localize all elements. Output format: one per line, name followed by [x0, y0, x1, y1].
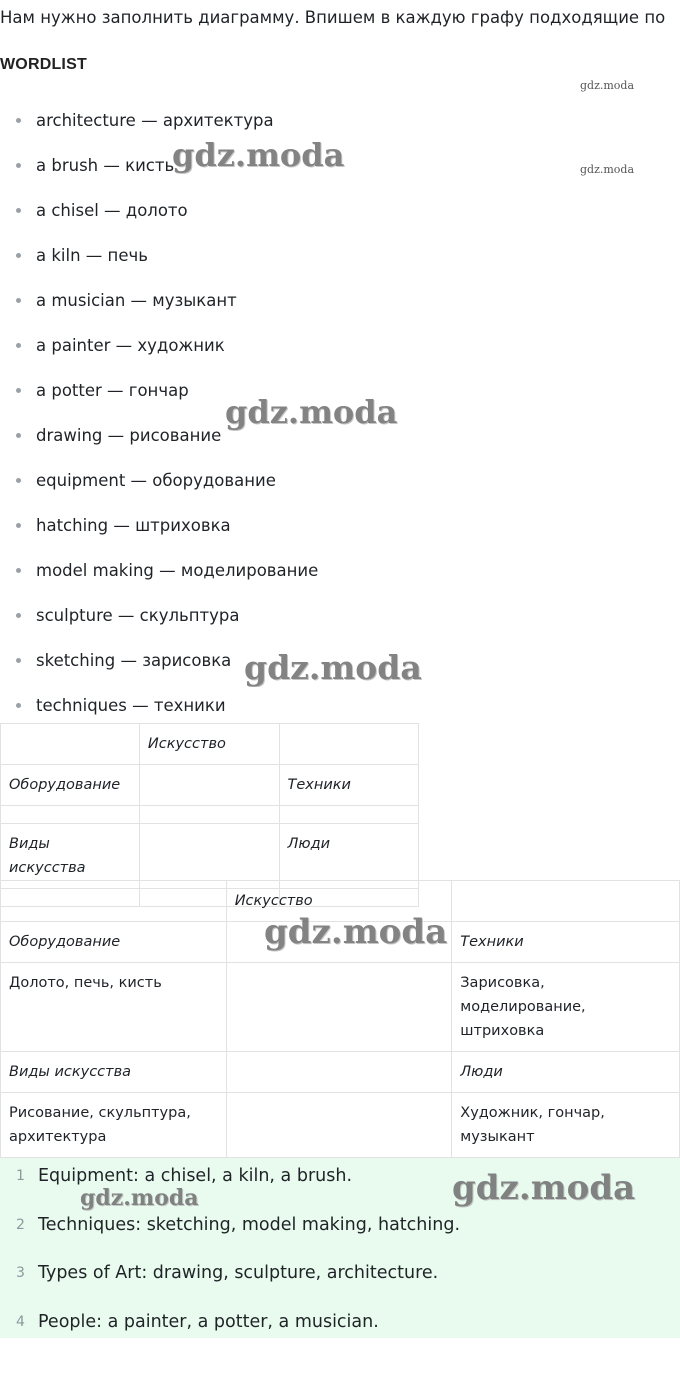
- bullet-icon: [16, 568, 21, 573]
- item-number: 4: [16, 1313, 25, 1330]
- table-cell-equipment: Оборудование: [1, 765, 140, 806]
- list-item: a kiln — печь: [0, 233, 500, 278]
- list-item: techniques — техники: [0, 683, 500, 728]
- list-item: 4 People: a painter, a potter, a musician.: [0, 1304, 680, 1353]
- list-item: a brush — кисть: [0, 143, 500, 188]
- table-cell-people-items: Художник, гончар, музыкант: [452, 1093, 680, 1158]
- table-cell-art: Искусство: [139, 724, 279, 765]
- bullet-icon: [16, 523, 21, 528]
- table-cell-types: Виды искусства: [1, 824, 140, 889]
- bullet-icon: [16, 478, 21, 483]
- answer-block: [0, 1158, 680, 1338]
- watermark: gdz.moda: [580, 79, 635, 92]
- list-item: hatching — штриховка: [0, 503, 500, 548]
- item-number: 1: [16, 1168, 25, 1184]
- bullet-icon: [16, 343, 21, 348]
- table-cell-equipment: Оборудование: [1, 922, 227, 963]
- table-cell-equipment-items: Долото, печь, кисть: [1, 963, 227, 1052]
- watermark: gdz.moda: [264, 912, 448, 952]
- table-cell-techniques-items: Зарисовка, моделирование, штриховка: [452, 963, 680, 1052]
- list-item: a chisel — долото: [0, 188, 500, 233]
- bullet-icon: [16, 658, 21, 663]
- list-item: a musician — музыкант: [0, 278, 500, 323]
- watermark: gdz.moda: [580, 163, 635, 176]
- list-item: 1 Equipment: a chisel, a kiln, a brush.: [0, 1158, 680, 1207]
- list-item: a painter — художник: [0, 323, 500, 368]
- table-cell-people: Люди: [279, 824, 419, 889]
- list-item: model making — моделирование: [0, 548, 500, 593]
- watermark: gdz.moda: [244, 648, 422, 687]
- table-cell-types-items: Рисование, скульптура, архитектура: [1, 1093, 227, 1158]
- intro-text: Нам нужно заполнить диаграмму. Впишем в каждую графу подходящие по: [0, 8, 666, 27]
- bullet-icon: [16, 253, 21, 258]
- item-number: 3: [16, 1265, 25, 1281]
- bullet-icon: [16, 298, 21, 303]
- wordlist-title: WORDLIST: [0, 56, 87, 73]
- watermark: gdz.moda: [225, 393, 398, 431]
- table-cell-techniques: Техники: [452, 922, 680, 963]
- list-item: drawing — рисование: [0, 413, 500, 458]
- list-item: sketching — зарисовка: [0, 638, 500, 683]
- bullet-icon: [16, 433, 21, 438]
- wordlist: [0, 98, 500, 728]
- list-item: 3 Types of Art: drawing, sculpture, architecture.: [0, 1255, 680, 1304]
- filled-diagram-table: [0, 880, 680, 1158]
- bullet-icon: [16, 613, 21, 618]
- watermark: gdz.moda: [80, 1185, 199, 1211]
- list-item: 2 Techniques: sketching, model making, hatching.: [0, 1207, 680, 1256]
- watermark: gdz.moda: [452, 1168, 636, 1208]
- list-item: equipment — оборудование: [0, 458, 500, 503]
- list-item: sculpture — скульптура: [0, 593, 500, 638]
- table-cell-art: Искусство: [226, 881, 452, 922]
- answer-list: [0, 1158, 680, 1352]
- bullet-icon: [16, 118, 21, 123]
- table-cell-techniques: Техники: [279, 765, 419, 806]
- bullet-icon: [16, 703, 21, 708]
- bullet-icon: [16, 388, 21, 393]
- list-item: a potter — гончар: [0, 368, 500, 413]
- list-item: architecture — архитектура: [0, 98, 500, 143]
- item-number: 2: [16, 1216, 25, 1233]
- table-cell-people: Люди: [452, 1052, 680, 1093]
- table-cell-types: Виды искусства: [1, 1052, 227, 1093]
- bullet-icon: [16, 208, 21, 213]
- watermark: gdz.moda: [172, 136, 345, 174]
- bullet-icon: [16, 163, 21, 168]
